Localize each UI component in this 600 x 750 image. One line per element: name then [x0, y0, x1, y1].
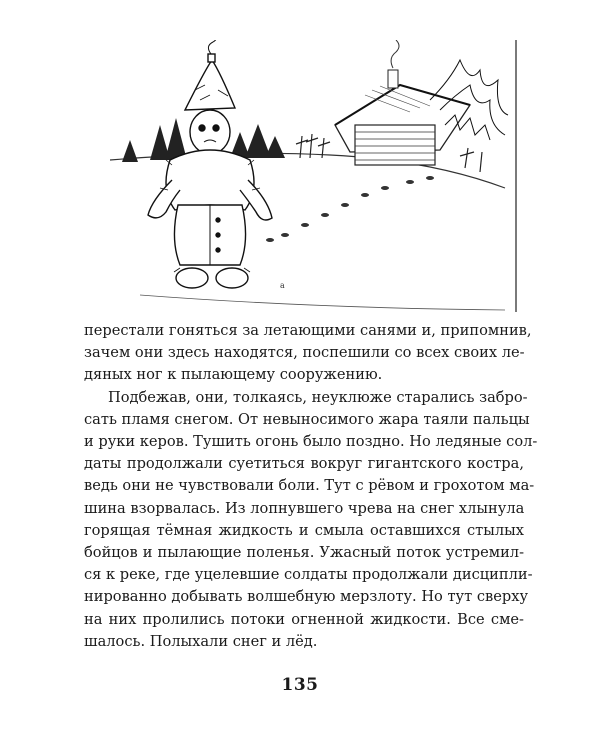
text-line: и руки керов. Тушить огонь было поздно. Но ледяные сол-	[84, 433, 538, 451]
text-line: зачем они здесь находятся, поспешили со всех своих ле-	[84, 344, 525, 362]
text-line: шалось. Полыхали снег и лёд.	[84, 632, 318, 650]
text-line: бойцов и пылающие поленья. Ужасный поток устремил-	[84, 544, 524, 562]
text-line: горящая тёмная жидкость и смыла оставшихся стылых	[84, 521, 524, 539]
paragraph-1	[84, 320, 532, 387]
text-line: Подбежав, они, толкаясь, неуклюже старались забро-	[108, 388, 528, 406]
text-line: на них пролились потоки огненной жидкости. Все сме-	[84, 610, 524, 628]
page-number: 135	[281, 675, 319, 695]
house-icon	[335, 40, 470, 165]
tree-icon	[122, 118, 187, 162]
text-line: даты продолжали суетиться вокруг гигантского костра,	[84, 455, 524, 473]
signature-mark: a	[280, 281, 285, 290]
winter-scene-illustration	[110, 40, 520, 315]
text-body	[84, 320, 538, 653]
text-line: дяных ног к пылающему сооружению.	[84, 366, 383, 384]
tree-icon	[230, 124, 285, 158]
text-line: нированно добывать волшебную мерзлоту. Но тут сверху	[84, 588, 529, 606]
character-icon	[148, 40, 272, 288]
text-line: шина взорвалась. Из лопнувшего чрева на снег хлынула	[84, 499, 525, 517]
text-line: ся к реке, где уцелевшие солдаты продолжали дисципли-	[84, 566, 533, 584]
footprints-icon	[266, 176, 434, 242]
text-line: сать пламя снегом. От невыносимого жара таяли пальцы	[84, 410, 530, 428]
paragraph-2	[84, 387, 538, 653]
text-line: ведь они не чувствовали боли. Тут с рёвом и грохотом ма-	[84, 477, 535, 495]
text-line: перестали гоняться за летающими санями и, припомнив,	[84, 322, 532, 339]
